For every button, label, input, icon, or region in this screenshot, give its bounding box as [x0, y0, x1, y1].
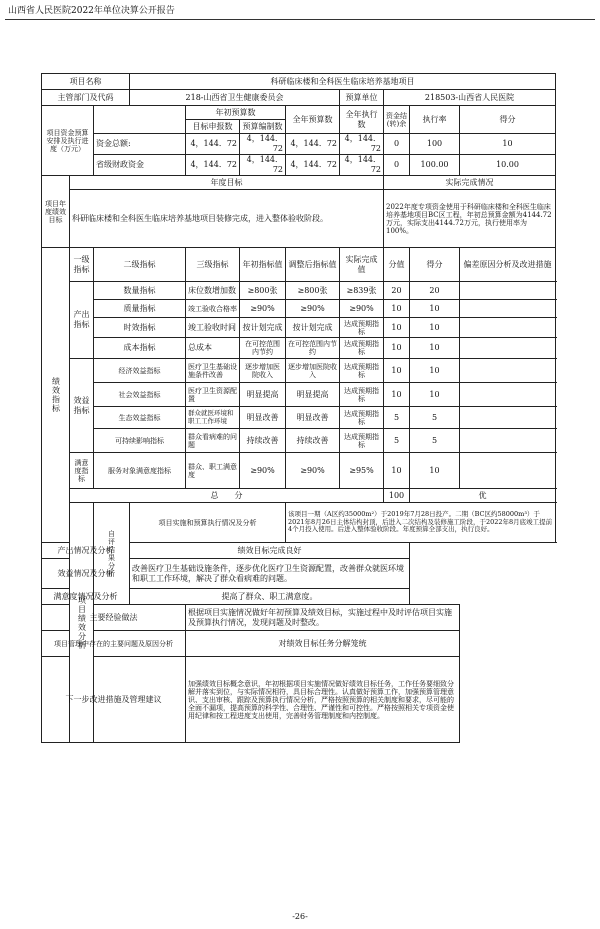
note-cell [460, 359, 556, 383]
fund-rate: 100.00 [410, 155, 460, 176]
next-steps-text: 加强绩效目标概念意识，年初根据项目实施情况做好绩效目标任务，工作任务要细致分解并落实到位，与实际情况相符，具目标合理性。认真做好预算工作，加强预算管理意识、支出审核、跟踪及预算执行情况分析，严格按照预算的相关制度和要求，尽可能的全面不漏项，提高预算的科学性、合理性、严谨性和可控性。严格按照相关专项资金使用纪律和按工程进度支出使用，完善财务管理制度和内控制度。 [186, 657, 460, 743]
hdr-val: 分值 [384, 248, 410, 282]
page-number: -26- [292, 912, 308, 921]
indicator-row [42, 407, 556, 429]
adj-cell: 明显改善 [286, 407, 340, 429]
analysis-row-label: 满意度情况及分析 [42, 589, 130, 605]
score-cell: 10 [410, 318, 460, 338]
l2-cell: 成本指标 [94, 338, 186, 359]
l3-cell: 竣工验收合格率 [186, 300, 240, 318]
init-cell: 明显提高 [240, 383, 286, 407]
score-cell: 5 [410, 429, 460, 453]
project-name: 科研临床楼和全科医生临床培养基地项目 [130, 74, 556, 90]
init-cell: 按计划完成 [240, 318, 286, 338]
act-cell: 达成预期指标 [340, 429, 384, 453]
score-cell: 10 [410, 453, 460, 489]
col-rate: 执行率 [410, 106, 460, 134]
val-cell: 5 [384, 429, 410, 453]
act-cell: 达成预期指标 [340, 407, 384, 429]
init-cell: ≥800张 [240, 282, 286, 300]
init-cell: 逐步增加医院收入 [240, 359, 286, 383]
col-target: 年度目标 [70, 176, 384, 190]
problems-text: 对绩效目标任务分解笼统 [186, 631, 460, 657]
fund-balance: 0 [384, 155, 410, 176]
goal-actual: 2022年度专项资金使用于科研临床楼和全科医生临床培养基地项目BC区工程，年初总预算金额为4144.72万元，实际支出4144.72万元，执行使用率为100%。 [384, 190, 556, 248]
satisfaction-label: 满意度指标 [70, 453, 94, 489]
fund-exec: 4，144．72 [340, 134, 384, 155]
analysis-row-text: 改善医疗卫生基础设施条件，逐步优化医疗卫生资源配置，改善群众就医环境和职工工作环境，解决了群众看病难的问题。 [130, 559, 410, 589]
goal-target: 科研临床楼和全科医生临床培养基地项目装修完成，进入整体验收阶段。 [70, 190, 384, 248]
fund-full: 4，144．72 [286, 134, 340, 155]
col-score: 得分 [460, 106, 556, 134]
l3-cell: 群众看病难的问题 [186, 429, 240, 453]
score-cell: 10 [410, 338, 460, 359]
val-cell: 10 [384, 359, 410, 383]
act-cell: 达成预期指标 [340, 359, 384, 383]
fund-name: 资金总额: [94, 134, 186, 155]
funds-row [42, 134, 556, 155]
adj-cell: 逐步增加医院收入 [286, 359, 340, 383]
l3-cell: 医疗卫生资源配置 [186, 383, 240, 407]
fund-compiled: 4，144．72 [240, 134, 286, 155]
indicator-row [42, 300, 556, 318]
col-actual: 实际完成情况 [384, 176, 556, 190]
col-initial: 年初预算数 [186, 106, 286, 120]
dept-label: 主管部门及代码 [42, 90, 130, 106]
l2-cell: 可持续影响指标 [94, 429, 186, 453]
note-cell [460, 407, 556, 429]
l3-cell: 竣工验收时间 [186, 318, 240, 338]
hdr-init: 年初指标值 [240, 248, 286, 282]
funds-row [42, 155, 556, 176]
l3-cell: 床位数增加数 [186, 282, 240, 300]
analysis-row-label: 项目实施和预算执行情况及分析 [130, 503, 286, 543]
act-cell: ≥90% [340, 300, 384, 318]
act-cell: 达成预期指标 [340, 383, 384, 407]
l2-cell: 生态效益指标 [94, 407, 186, 429]
l2-cell: 数量指标 [94, 282, 186, 300]
indicator-row [42, 383, 556, 407]
dept-value: 218-山西省卫生健康委员会 [130, 90, 340, 106]
header-divider [5, 19, 595, 20]
analysis-row-text: 提高了群众、职工满意度。 [130, 589, 410, 605]
val-cell: 5 [384, 407, 410, 429]
l2-cell: 经济效益指标 [94, 359, 186, 383]
val-cell: 10 [384, 453, 410, 489]
val-cell: 10 [384, 338, 410, 359]
fund-score: 10 [460, 134, 556, 155]
fund-full: 4，144．72 [286, 155, 340, 176]
unit-label: 预算单位 [340, 90, 384, 106]
experience-text: 根据项目实施情况做好年初预算及绩效目标，实施过程中及时评估项目实施及预算执行情况，发现问题及时整改。 [186, 605, 460, 631]
init-cell: ≥90% [240, 300, 286, 318]
analysis-section-label: 项目绩效分析 [70, 503, 94, 743]
init-cell: 在可控范围内节约 [240, 338, 286, 359]
analysis-row-label: 产出情况及分析 [42, 543, 130, 559]
unit-value: 218503-山西省人民医院 [384, 90, 556, 106]
self-eval-label: 自评结果分析 [94, 503, 130, 605]
goal-section-label: 项目年度绩效目标 [42, 176, 70, 248]
score-cell: 20 [410, 282, 460, 300]
l3-cell: 医疗卫生基础设施条件改善 [186, 359, 240, 383]
analysis-row-text: 绩效目标完成良好 [130, 543, 410, 559]
hdr-l2: 二级指标 [94, 248, 186, 282]
l2-cell: 服务对象满意度指标 [94, 453, 186, 489]
fund-balance: 0 [384, 134, 410, 155]
hdr-adj: 调整后指标值 [286, 248, 340, 282]
indicator-row [42, 429, 556, 453]
adj-cell: 按计划完成 [286, 318, 340, 338]
performance-table [41, 73, 556, 743]
score-cell: 10 [410, 300, 460, 318]
col-exec: 全年执行数 [340, 106, 384, 134]
total-value: 100 [384, 489, 410, 503]
act-cell: 达成预期指标 [340, 318, 384, 338]
analysis-row-label: 效益情况及分析 [42, 559, 130, 589]
hdr-act: 实际完成值 [340, 248, 384, 282]
l3-cell: 群众就医环境和职工工作环境 [186, 407, 240, 429]
note-cell [460, 282, 556, 300]
adj-cell: ≥90% [286, 300, 340, 318]
hdr-note: 偏差原因分析及改进措施 [460, 248, 556, 282]
analysis-row-text: 该项目一期（A区约35000m²）于2019年7月28日投产。二期（BC区约58000m³）于2021年8月26日主体结构封顶，后进入二次结构及装修施工阶段，于2022年8月底竣工提前4个月投入使用。后进入整体验收阶段。年度预算全部支出，执行良好。 [286, 503, 556, 543]
project-name-label: 项目名称 [42, 74, 130, 90]
act-cell: 达成预期指标 [340, 338, 384, 359]
note-cell [460, 429, 556, 453]
score-cell: 5 [410, 407, 460, 429]
indicators-section-label: 绩效指标 [42, 248, 70, 543]
total-label: 总 分 [70, 489, 384, 503]
score-cell: 10 [410, 383, 460, 407]
hdr-l1: 一级指标 [70, 248, 94, 282]
indicator-row [42, 453, 556, 489]
l2-cell: 时效指标 [94, 318, 186, 338]
l3-cell: 总成本 [186, 338, 240, 359]
hdr-score: 得分 [410, 248, 460, 282]
fund-rate: 100 [410, 134, 460, 155]
note-cell [460, 318, 556, 338]
col-balance: 资金结(转)余 [384, 106, 410, 134]
total-grade: 优 [410, 489, 556, 503]
col-request: 目标申报数 [186, 120, 240, 134]
act-cell: ≥95% [340, 453, 384, 489]
note-cell [460, 338, 556, 359]
note-cell [460, 453, 556, 489]
score-cell: 10 [410, 359, 460, 383]
output-label: 产出指标 [70, 282, 94, 359]
col-compiled: 预算编制数 [240, 120, 286, 134]
l2-cell: 质量指标 [94, 300, 186, 318]
fund-score: 10.00 [460, 155, 556, 176]
l3-cell: 群众、职工满意度 [186, 453, 240, 489]
problems-label: 项目管理中存在的主要问题及原因分析 [42, 631, 186, 657]
adj-cell: 明显提高 [286, 383, 340, 407]
fund-request: 4，144．72 [186, 155, 240, 176]
indicator-row [42, 338, 556, 359]
init-cell: 持续改善 [240, 429, 286, 453]
hdr-l3: 三级指标 [186, 248, 240, 282]
next-steps-label: 下一步改进措施及管理建议 [42, 657, 186, 743]
benefit-label: 效益指标 [70, 359, 94, 453]
col-full: 全年预算数 [286, 106, 340, 134]
adj-cell: ≥90% [286, 453, 340, 489]
val-cell: 20 [384, 282, 410, 300]
indicator-row [42, 318, 556, 338]
val-cell: 10 [384, 300, 410, 318]
l2-cell: 社会效益指标 [94, 383, 186, 407]
indicator-row [42, 282, 556, 300]
init-cell: 明显改善 [240, 407, 286, 429]
act-cell: ≥839张 [340, 282, 384, 300]
experience-label: 主要经验做法 [42, 605, 186, 631]
val-cell: 10 [384, 318, 410, 338]
fund-name: 省级财政资金 [94, 155, 186, 176]
fund-exec: 4，144．72 [340, 155, 384, 176]
note-cell [460, 300, 556, 318]
init-cell: ≥90% [240, 453, 286, 489]
adj-cell: ≥800张 [286, 282, 340, 300]
note-cell [460, 383, 556, 407]
fund-request: 4，144．72 [186, 134, 240, 155]
fund-compiled: 4，144．72 [240, 155, 286, 176]
funds-section-label: 项目资金预算安排及执行进度（万元） [42, 106, 94, 176]
adj-cell: 持续改善 [286, 429, 340, 453]
indicator-row [42, 359, 556, 383]
page-header-title: 山西省人民医院2022年单位决算公开报告 [8, 6, 175, 16]
adj-cell: 在可控范围内节约 [286, 338, 340, 359]
val-cell: 10 [384, 383, 410, 407]
